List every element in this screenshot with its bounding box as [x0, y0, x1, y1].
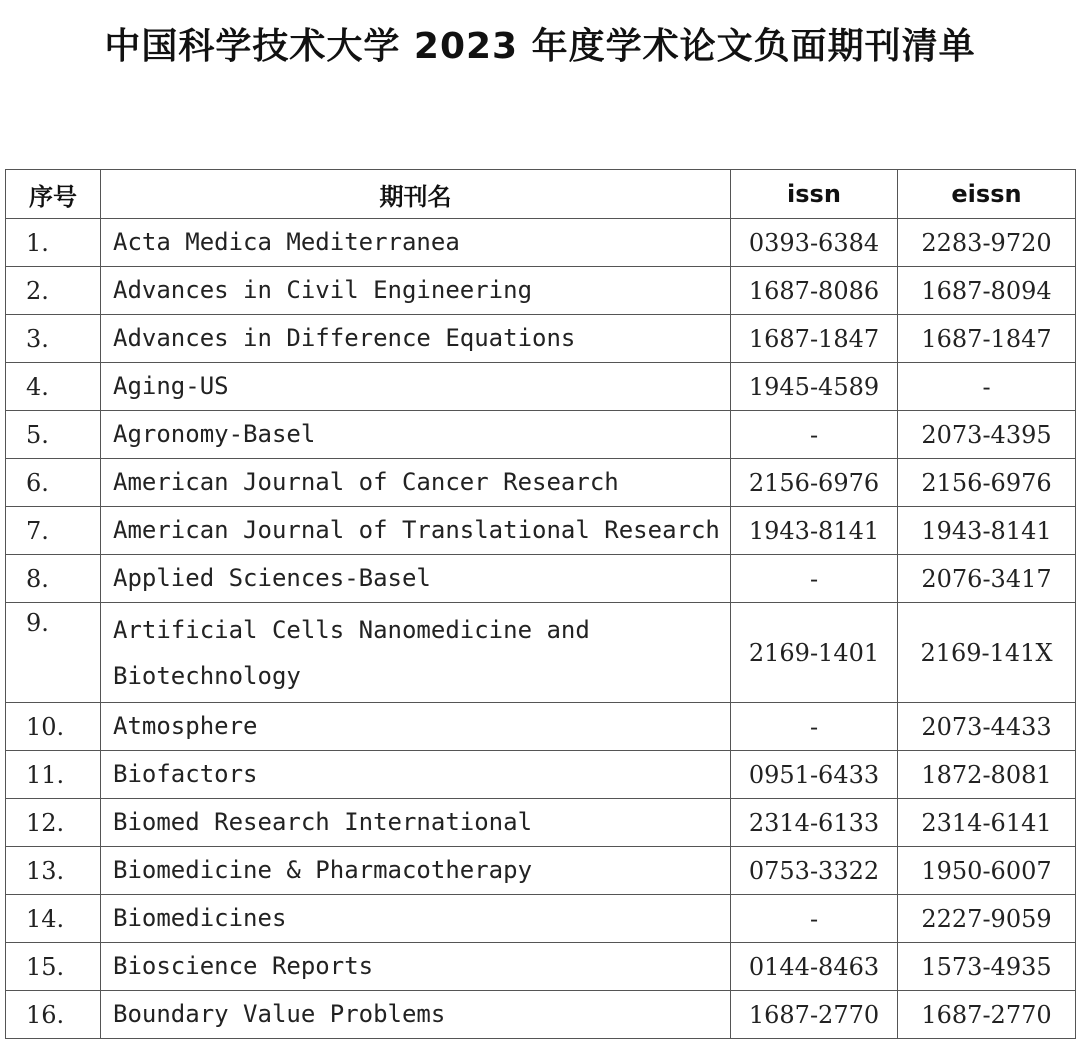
row-number: 16.	[6, 991, 101, 1039]
row-number: 13.	[6, 847, 101, 895]
table-row	[6, 507, 1076, 555]
row-number: 4.	[6, 363, 101, 411]
eissn-value: 2073-4395	[898, 411, 1076, 459]
table-row	[6, 315, 1076, 363]
row-number: 3.	[6, 315, 101, 363]
journal-name: Atmosphere	[101, 703, 731, 751]
issn-value: -	[731, 411, 898, 459]
issn-value: 1943-8141	[731, 507, 898, 555]
issn-value: 1687-1847	[731, 315, 898, 363]
table-row	[6, 703, 1076, 751]
issn-value: 0753-3322	[731, 847, 898, 895]
issn-value: 2314-6133	[731, 799, 898, 847]
eissn-value: 2314-6141	[898, 799, 1076, 847]
eissn-value: 1687-8094	[898, 267, 1076, 315]
eissn-value: 1687-1847	[898, 315, 1076, 363]
journal-name: Biomed Research International	[101, 799, 731, 847]
table-row	[6, 943, 1076, 991]
eissn-value: 1687-2770	[898, 991, 1076, 1039]
row-number: 1.	[6, 219, 101, 267]
row-number: 6.	[6, 459, 101, 507]
eissn-value: 2073-4433	[898, 703, 1076, 751]
table-header-row	[6, 170, 1076, 219]
eissn-value: 2156-6976	[898, 459, 1076, 507]
journal-name: American Journal of Translational Research	[101, 507, 731, 555]
journal-name: Biomedicine & Pharmacotherapy	[101, 847, 731, 895]
journal-name: Bioscience Reports	[101, 943, 731, 991]
table-row	[6, 219, 1076, 267]
journal-name: Applied Sciences-Basel	[101, 555, 731, 603]
row-number: 15.	[6, 943, 101, 991]
eissn-value: 2283-9720	[898, 219, 1076, 267]
row-number: 7.	[6, 507, 101, 555]
header-journal-name: 期刊名	[101, 170, 731, 219]
issn-value: 0393-6384	[731, 219, 898, 267]
eissn-value: 2076-3417	[898, 555, 1076, 603]
header-no: 序号	[6, 170, 101, 219]
journal-name: Boundary Value Problems	[101, 991, 731, 1039]
journal-name: Aging-US	[101, 363, 731, 411]
issn-value: -	[731, 703, 898, 751]
journal-name: Advances in Civil Engineering	[101, 267, 731, 315]
table-row	[6, 895, 1076, 943]
eissn-value: 1872-8081	[898, 751, 1076, 799]
table-row	[6, 459, 1076, 507]
row-number: 9.	[6, 603, 101, 703]
table-body	[6, 219, 1076, 1039]
row-number: 14.	[6, 895, 101, 943]
row-number: 8.	[6, 555, 101, 603]
issn-value: -	[731, 895, 898, 943]
header-eissn: eissn	[898, 170, 1076, 219]
table-row	[6, 847, 1076, 895]
table-row	[6, 411, 1076, 459]
journal-name: Agronomy-Basel	[101, 411, 731, 459]
row-number: 11.	[6, 751, 101, 799]
journal-name: Biomedicines	[101, 895, 731, 943]
issn-value: -	[731, 555, 898, 603]
journal-name: Advances in Difference Equations	[101, 315, 731, 363]
row-number: 5.	[6, 411, 101, 459]
eissn-value: 1943-8141	[898, 507, 1076, 555]
eissn-value: -	[898, 363, 1076, 411]
journal-table	[5, 169, 1076, 1039]
journal-name: Biofactors	[101, 751, 731, 799]
row-number: 10.	[6, 703, 101, 751]
issn-value: 1687-2770	[731, 991, 898, 1039]
eissn-value: 1573-4935	[898, 943, 1076, 991]
issn-value: 2156-6976	[731, 459, 898, 507]
issn-value: 1687-8086	[731, 267, 898, 315]
row-number: 2.	[6, 267, 101, 315]
table-row	[6, 799, 1076, 847]
journal-name: Acta Medica Mediterranea	[101, 219, 731, 267]
table-row	[6, 555, 1076, 603]
journal-name: American Journal of Cancer Research	[101, 459, 731, 507]
header-issn: issn	[731, 170, 898, 219]
document-title: 中国科学技术大学 2023 年度学术论文负面期刊清单	[104, 26, 976, 67]
table-row	[6, 267, 1076, 315]
eissn-value: 2227-9059	[898, 895, 1076, 943]
issn-value: 0144-8463	[731, 943, 898, 991]
eissn-value: 1950-6007	[898, 847, 1076, 895]
journal-name: Artificial Cells Nanomedicine and Biotechnology	[101, 603, 731, 703]
issn-value: 2169-1401	[731, 603, 898, 703]
table-row	[6, 363, 1076, 411]
table-row	[6, 991, 1076, 1039]
issn-value: 0951-6433	[731, 751, 898, 799]
issn-value: 1945-4589	[731, 363, 898, 411]
table-row	[6, 603, 1076, 703]
eissn-value: 2169-141X	[898, 603, 1076, 703]
table-row	[6, 751, 1076, 799]
row-number: 12.	[6, 799, 101, 847]
